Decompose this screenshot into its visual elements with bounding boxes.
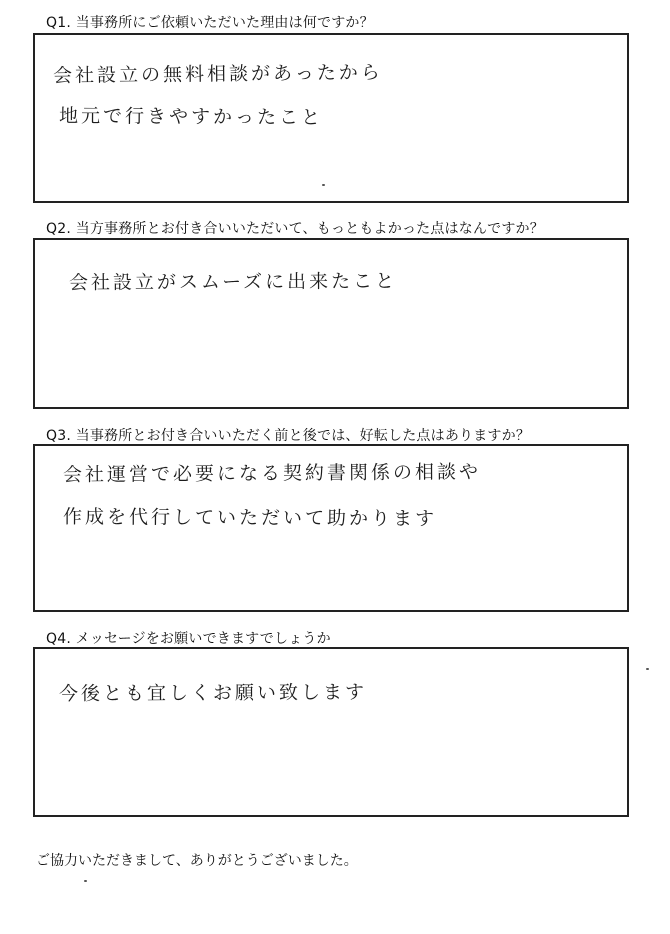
question-4-answer-line-1: 今後とも宜しくお願い致します <box>58 681 368 705</box>
question-1-label: Q1. 当事務所にご依頼いただいた理由は何ですか？ <box>46 15 374 31</box>
question-3-answer-line-2: 作成を代行していただいて助かります <box>62 506 438 530</box>
scan-speck <box>646 668 649 670</box>
scan-speck <box>84 880 87 882</box>
question-1-answer-box <box>33 33 629 203</box>
question-2-label: Q2. 当方事務所とお付き合いいただいて、もっともよかった点はなんですか？ <box>46 221 544 237</box>
question-3-label: Q3. 当事務所とお付き合いいただく前と後では、好転した点はありますか？ <box>46 428 531 444</box>
closing-message: ご協力いただきまして、ありがとうございました。 <box>36 853 358 869</box>
question-4-answer-box <box>33 647 629 817</box>
scan-speck <box>322 184 325 186</box>
question-2-answer-box <box>33 238 629 409</box>
question-1-answer-line-1: 会社設立の無料相談があったから <box>52 61 383 87</box>
question-3-answer-box <box>33 444 629 612</box>
question-1-answer-line-2: 地元で行きやすかったこと <box>58 105 324 129</box>
question-4-label: Q4. メッセージをお願いできますでしょうか <box>46 631 331 647</box>
question-2-answer-line-1: 会社設立がスムーズに出来たこと <box>68 270 398 294</box>
question-3-answer-line-1: 会社運営で必要になる契約書関係の相談や <box>62 461 482 486</box>
